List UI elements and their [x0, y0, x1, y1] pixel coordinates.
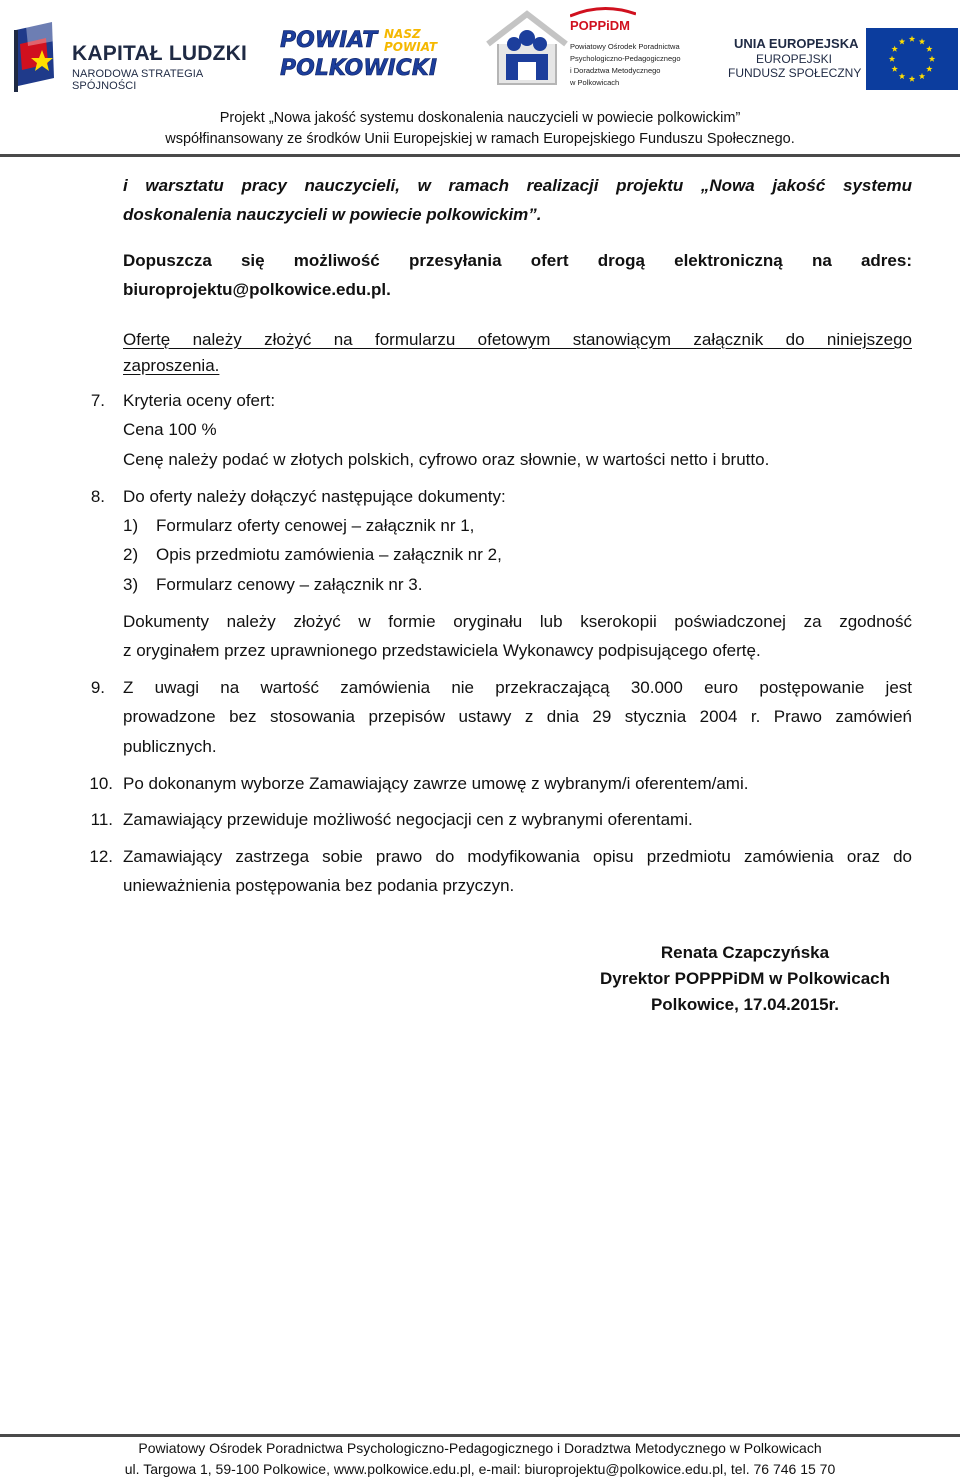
section-8-docs-line-2: z oryginałem przez uprawnionego przedstawiciela Wykonawcy podpisującego ofertę. [123, 641, 761, 660]
poppidm-line-4: w Polkowicach [570, 78, 620, 87]
email-info-line-1: Dopuszcza się możliwość przesyłania ofert drogą elektroniczną na adres: [123, 251, 912, 270]
header-divider [0, 154, 960, 157]
kapital-ludzki-flag-icon [12, 20, 64, 94]
section-9-line-1: Z uwagi na wartość zamówienia nie przekraczającą 30.000 euro postępowanie jest [123, 678, 912, 697]
powiat-logo-line1: POWIAT [280, 28, 378, 53]
section-8-docs-line-1: Dokumenty należy złożyć w formie oryginału lub kserokopii poświadczonej za zgodność [123, 612, 912, 631]
section-9-number: 9. [90, 678, 105, 697]
section-8-title: Do oferty należy dołączyć następujące dokumenty: [123, 487, 506, 506]
footer-divider [0, 1434, 960, 1437]
eu-logo-line3: FUNDUSZ SPOŁECZNY [728, 66, 862, 80]
page-header [0, 0, 960, 158]
eu-logo [726, 28, 958, 90]
eu-logo-line2: EUROPEJSKI [756, 52, 833, 66]
section-8-number: 8. [90, 487, 105, 506]
poppidm-name: POPPiDM [570, 18, 630, 33]
kapital-ludzki-title: KAPITAŁ LUDZKI [72, 42, 248, 65]
signature-place-date: Polkowice, 17.04.2015r. [650, 995, 840, 1014]
kapital-ludzki-logo [8, 18, 248, 96]
eu-flag-icon [866, 28, 958, 90]
nasz-powiat-word1: NASZ [384, 27, 421, 41]
section-10-number: 10. [89, 774, 113, 793]
section-9-line-3: publicznych. [123, 737, 217, 756]
list-item-num: 3) [123, 575, 139, 594]
powiat-logo-line2: POLKOWICKI [280, 56, 438, 81]
section-11-number: 11. [90, 810, 113, 829]
section-9-line-2: prowadzone bez stosowania przepisów ustawy z dnia 29 stycznia 2004 r. Prawo zamówień [123, 707, 912, 726]
signature-name: Renata Czapczyńska [660, 943, 830, 962]
list-item-num: 1) [123, 516, 139, 535]
poppidm-house-icon [484, 4, 570, 90]
eu-logo-line1: UNIA EUROPEJSKA [734, 36, 859, 51]
powiat-polkowicki-logo [278, 26, 438, 86]
signature-title: Dyrektor POPPPiDM w Polkowicach [599, 969, 891, 988]
form-info-line-2: zaproszenia. [123, 356, 220, 375]
list-item: Opis przedmiotu zamówienia – załącznik nr 2, [156, 545, 502, 564]
list-item: Formularz cenowy – załącznik nr 3. [156, 575, 423, 594]
section-12-line-1: Zamawiający zastrzega sobie prawo do modyfikowania opisu przedmiotu zamówienia oraz do [123, 847, 912, 866]
intro-line-1: i warsztatu pracy nauczycieli, w ramach realizacji projektu „Nowa jakość systemu [123, 176, 912, 195]
kapital-ludzki-subtitle: NARODOWA STRATEGIA SPÓJNOŚCI [72, 68, 203, 92]
section-7-title: Kryteria oceny ofert: [123, 391, 276, 410]
poppidm-line-2: Psychologiczno-Pedagogicznego [570, 54, 681, 63]
form-info-line-1: Ofertę należy złożyć na formularzu ofetowym stanowiącym załącznik do niniejszego [123, 330, 912, 349]
section-12-line-2: unieważnienia postępowania bez podania przyczyn. [123, 876, 515, 895]
email-address: biuroprojektu@polkowice.edu.pl. [123, 280, 391, 299]
section-7-price-note: Cenę należy podać w złotych polskich, cyfrowo oraz słownie, w wartości netto i brutto. [123, 450, 770, 469]
section-7-number: 7. [90, 391, 105, 410]
poppidm-line-1: Powiatowy Ośrodek Poradnictwa [570, 42, 680, 51]
section-7-price-weight: Cena 100 % [123, 420, 217, 439]
footer-institution: Powiatowy Ośrodek Poradnictwa Psychologiczno-Pedagogicznego i Doradztwa Metodycznego w Polkowicach [138, 1440, 822, 1456]
poppidm-swoosh-icon [570, 6, 636, 18]
nasz-powiat-badge [384, 28, 437, 54]
section-10-text: Po dokonanym wyborze Zamawiający zawrze umowę z wybranym/i oferentem/ami. [123, 774, 749, 793]
poppidm-logo [484, 4, 704, 90]
section-11-text: Zamawiający przewiduje możliwość negocjacji cen z wybranymi oferentami. [123, 810, 693, 829]
project-title-line: Projekt „Nowa jakość systemu doskonalenia nauczycieli w powiecie polkowickim” [219, 110, 741, 126]
list-item-num: 2) [123, 545, 139, 564]
section-12-number: 12. [89, 847, 113, 866]
intro-line-2: doskonalenia nauczycieli w powiecie polkowickim”. [123, 205, 542, 224]
footer-contact: ul. Targowa 1, 59-100 Polkowice, www.polkowice.edu.pl, e-mail: biuroprojektu@polkowice.edu.pl, tel. 76 746 15 70 [124, 1461, 836, 1477]
project-cofinance-line: współfinansowany ze środków Unii Europejskiej w ramach Europejskiego Funduszu Społecznego. [165, 131, 795, 147]
nasz-powiat-word2: POWIAT [384, 40, 438, 54]
list-item: Formularz oferty cenowej – załącznik nr 1, [156, 516, 475, 535]
poppidm-line-3: i Doradztwa Metodycznego [570, 66, 661, 75]
